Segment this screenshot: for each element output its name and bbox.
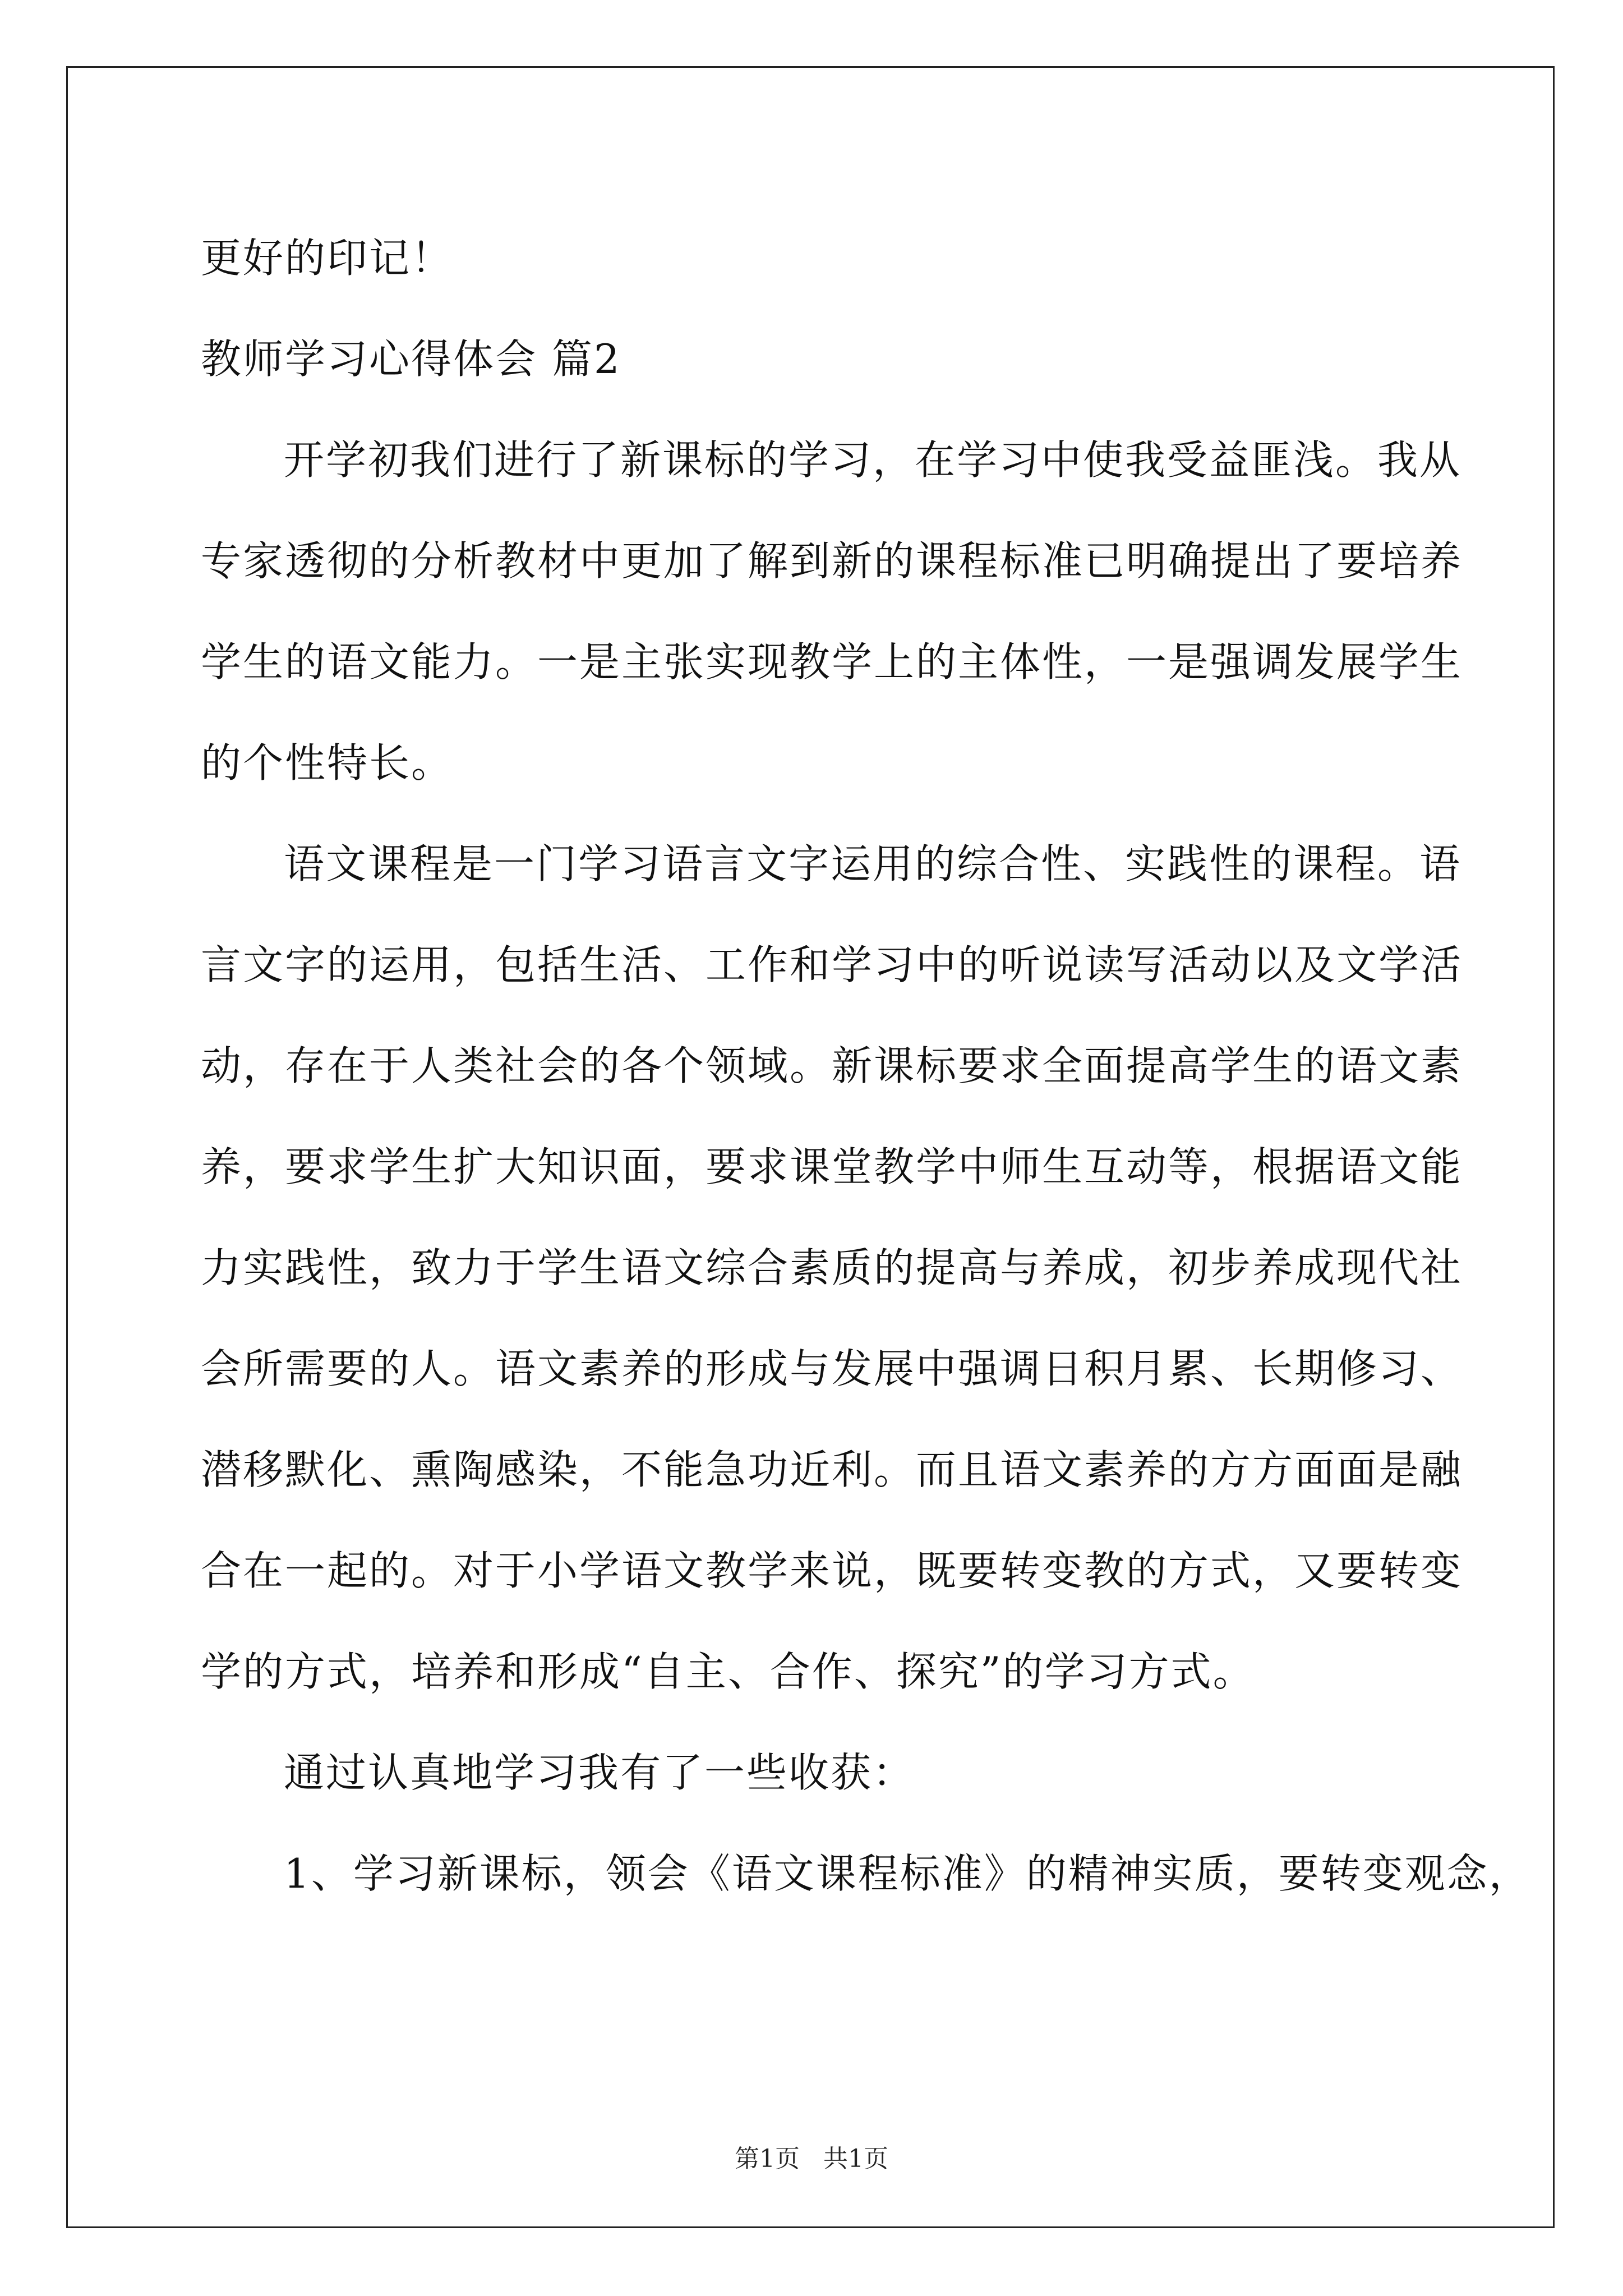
paragraph-line: 言文字的运用，包括生活、工作和学习中的听说读写活动以及文学活 — [201, 941, 1463, 988]
section-title: 教师学习心得体会 篇2 — [201, 335, 621, 383]
paragraph-line: 的个性特长。 — [201, 739, 454, 786]
paragraph-line: 开学初我们进行了新课标的学习，在学习中使我受益匪浅。我从 — [284, 436, 1462, 484]
paragraph-line: 会所需要的人。语文素养的形成与发展中强调日积月累、长期修习、 — [201, 1345, 1463, 1392]
paragraph-line: 学的方式，培养和形成“自主、合作、探究”的学习方式。 — [201, 1648, 1255, 1695]
document-body — [201, 208, 1531, 1924]
paragraph-line: 合在一起的。对于小学语文教学来说，既要转变教的方式，又要转变 — [201, 1547, 1463, 1594]
paragraph-line: 专家透彻的分析教材中更加了解到新的课程标准已明确提出了要培养 — [201, 537, 1463, 585]
paragraph-3 — [201, 1722, 1426, 1823]
page-total: 共1页 — [823, 2145, 888, 2173]
intro-line: 更好的印记！ — [201, 234, 454, 282]
paragraph-4 — [201, 1823, 1531, 1924]
paragraph-line: 1、学习新课标，领会《语文课程标准》的精神实质，要转变观念， — [284, 1850, 1531, 1897]
paragraph-line: 语文课程是一门学习语言文字运用的综合性、实践性的课程。语 — [284, 840, 1462, 887]
paragraph-line: 学生的语文能力。一是主张实现教学上的主体性，一是强调发展学生 — [201, 638, 1463, 685]
paragraph-1 — [201, 409, 1463, 813]
paragraph-line: 动，存在于人类社会的各个领域。新课标要求全面提高学生的语文素 — [201, 1042, 1463, 1089]
paragraph-line: 潜移默化、熏陶感染，不能急功近利。而且语文素养的方方面面是融 — [201, 1446, 1463, 1493]
page-number: 第1页 — [735, 2145, 800, 2173]
paragraph-2 — [201, 813, 1463, 1722]
paragraph-line: 力实践性，致力于学生语文综合素质的提高与养成，初步养成现代社 — [201, 1244, 1463, 1291]
page-footer — [0, 2138, 1623, 2174]
paragraph-line: 通过认真地学习我有了一些收获： — [284, 1749, 915, 1796]
paragraph-line: 养，要求学生扩大知识面，要求课堂教学中师生互动等，根据语文能 — [201, 1143, 1463, 1190]
